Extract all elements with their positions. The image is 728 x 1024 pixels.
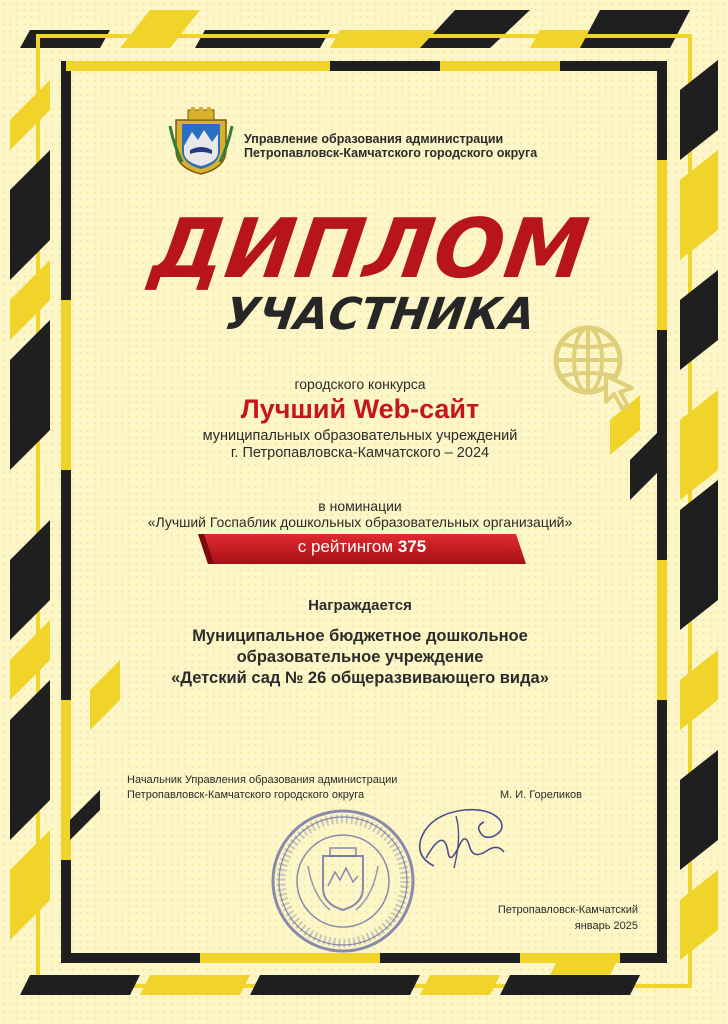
city-coat-of-arms-icon [168, 106, 234, 176]
contest-intro: городского конкурса [294, 376, 426, 392]
contest-name: Лучший Web-сайт [240, 394, 480, 424]
issuer-header [244, 132, 604, 160]
rating-text [198, 537, 526, 557]
signatory-role-line-1: Начальник Управления образования администрации [127, 774, 398, 786]
official-stamp [268, 806, 418, 956]
nomination-name: «Лучший Госпаблик дошкольных образовательных организаций» [147, 514, 573, 530]
awardee-line-2: образовательное учреждение [236, 648, 484, 666]
signatory-role-line-2: Петропавловск-Камчатского городского округа [127, 789, 365, 801]
awardee-line-3: «Детский сад № 26 общеразвивающего вида» [171, 669, 549, 687]
diploma-subtitle: УЧАСТНИКА [221, 289, 539, 340]
handwritten-signature [404, 796, 512, 876]
awarded-label: Награждается [308, 597, 412, 614]
awardee-line-1: Муниципальное бюджетное дошкольное [192, 627, 528, 645]
place-and-date [450, 902, 638, 934]
date: январь 2025 [574, 920, 638, 932]
contest-description [150, 428, 570, 462]
issuer-line-1: Управление образования администрации [244, 132, 504, 146]
top-stripes [20, 10, 690, 48]
rating-prefix: с рейтингом [297, 537, 394, 556]
issuer-line-2: Петропавловск-Камчатского городского округа [244, 146, 538, 160]
diploma-title: ДИПЛОМ [145, 202, 595, 297]
signatory-name: М. И. Гореликов [500, 789, 582, 801]
contest-desc-line-1: муниципальных образовательных учреждений [202, 428, 518, 444]
place: Петропавловск-Камчатский [497, 904, 638, 916]
nomination-intro: в номинации [318, 498, 402, 514]
contest-desc-line-2: г. Петропавловска-Камчатского – 2024 [230, 445, 490, 461]
awardee-organization [100, 626, 620, 689]
rating-value: 375 [397, 537, 427, 556]
